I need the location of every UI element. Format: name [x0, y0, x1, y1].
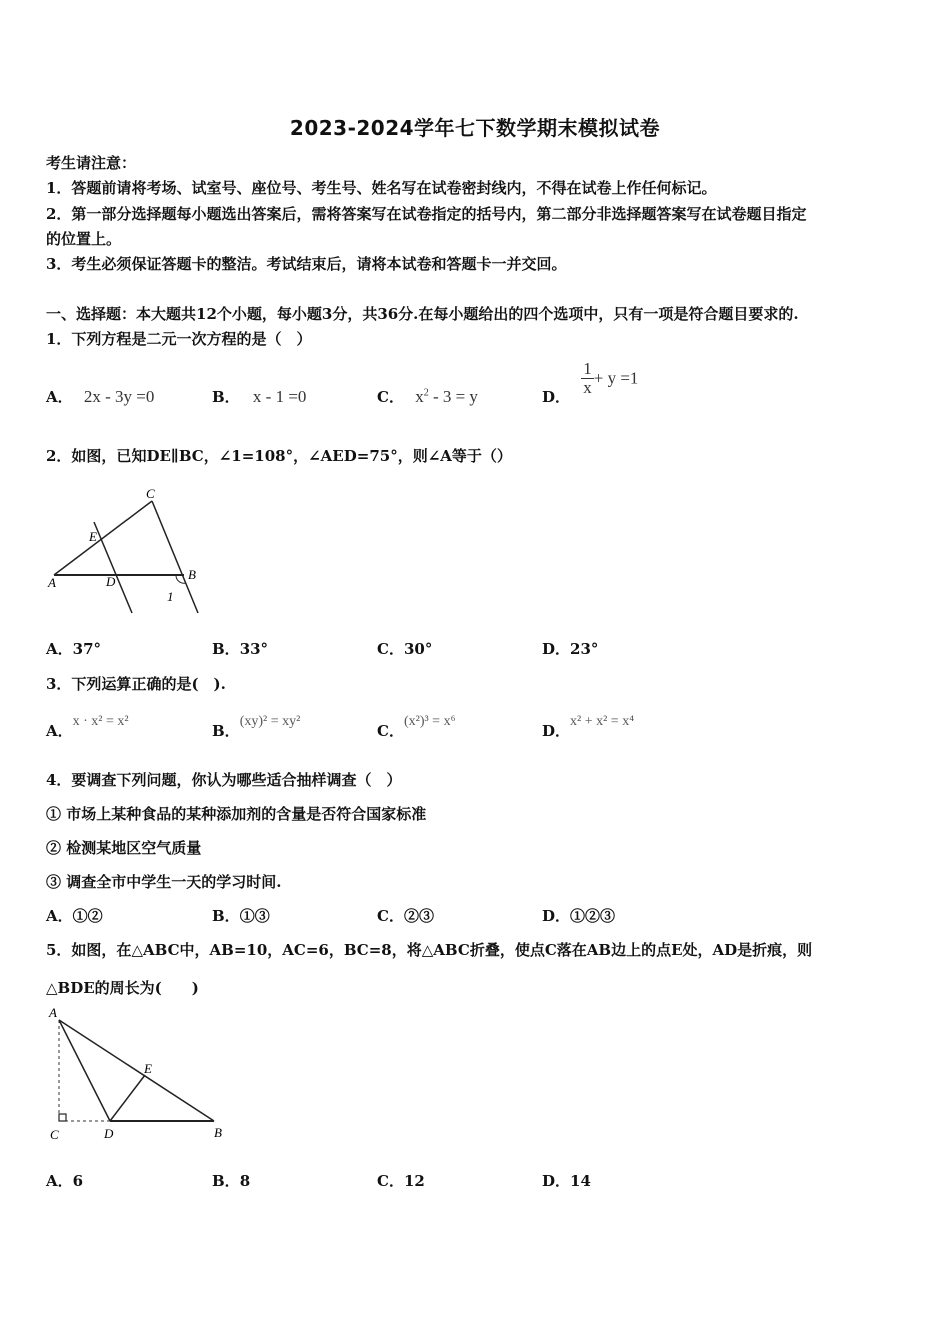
label-d: D: [104, 1126, 114, 1141]
option-label: A．: [46, 388, 73, 406]
q1-option-d: [542, 360, 638, 407]
option-label: B．: [212, 388, 240, 406]
option-math: $x^2 - 3 = y$: [415, 387, 478, 406]
q4-option-c: C．②③: [377, 907, 434, 925]
notice-item-3: 3．考生必须保证答题卡的整洁。考试结束后，请将本试卷和答题卡一并交回。: [46, 255, 567, 273]
q4-stem: 4．要调查下列问题，你认为哪些适合抽样调查（ ）: [46, 771, 402, 789]
option-math: x - 1 =0: [252, 387, 307, 406]
q5-stem-cont: △BDE的周长为( ): [46, 979, 199, 997]
q5-figure: [44, 1003, 234, 1148]
q2-figure: [46, 485, 206, 620]
q5-option-b: B．8: [212, 1172, 251, 1190]
label-e: E: [144, 1061, 152, 1076]
q3-option-d: D．x² + x² = x⁴: [542, 714, 635, 740]
option-math: $\frac{1}{x}$ + y =1: [583, 359, 639, 397]
q2-option-c: C．30°: [377, 640, 433, 658]
q4-item-2: ② 检测某地区空气质量: [46, 839, 202, 857]
label-b: B: [214, 1125, 222, 1140]
option-label: D．: [542, 388, 571, 406]
q2-stem: 2．如图，已知DE∥BC，∠1=108°，∠AED=75°，则∠A等于（）: [46, 447, 512, 465]
label-c: C: [146, 486, 155, 501]
line-ac: [54, 501, 152, 575]
q2-option-a: A．37°: [46, 640, 102, 658]
q2-option-d: D．23°: [542, 640, 599, 658]
q5-option-c: C．12: [377, 1172, 425, 1190]
q5-option-d: D．14: [542, 1172, 591, 1190]
q1-stem: 1．下列方程是二元一次方程的是（ ）: [46, 330, 312, 348]
label-1: 1: [167, 589, 174, 604]
notice-heading: 考生请注意：: [46, 154, 137, 172]
q2-option-b: B．33°: [212, 640, 269, 658]
notice-item-2-cont: 的位置上。: [46, 230, 122, 248]
q3-option-a: A．x · x² = x²: [46, 714, 129, 740]
q1-option-a: [46, 386, 154, 407]
q4-option-b: B．①③: [212, 907, 270, 925]
line-de: [110, 1075, 145, 1121]
q3-stem: 3．下列运算正确的是( ).: [46, 675, 226, 693]
q4-item-3: ③ 调查全市中学生一天的学习时间.: [46, 873, 282, 891]
page-title: 2023-2024学年七下数学期末模拟试卷: [289, 116, 661, 140]
q3-option-b: B．(xy)² = xy²: [212, 714, 301, 740]
q5-option-a: A．6: [46, 1172, 84, 1190]
line-ed: [94, 522, 132, 613]
notice-item-1: 1．答题前请将考场、试室号、座位号、考生号、姓名写在试卷密封线内，不得在试卷上作任何标记。: [46, 179, 717, 197]
q1-option-b: [212, 386, 306, 407]
right-angle-mark: [59, 1114, 66, 1121]
line-cb: [152, 501, 198, 613]
notice-item-2: 2．第一部分选择题每小题选出答案后，需将答案写在试卷指定的括号内，第二部分非选择题答案写在试卷题目指定: [46, 205, 807, 223]
label-c: C: [50, 1127, 59, 1142]
option-math: 2x - 3y =0: [83, 387, 155, 406]
label-a: A: [49, 1005, 57, 1020]
q1-option-c: [377, 386, 478, 407]
label-d: D: [106, 574, 116, 589]
line-ab: [59, 1020, 214, 1121]
q4-option-a: A．①②: [46, 907, 103, 925]
section-heading: 一、选择题：本大题共12个小题，每小题3分，共36分.在每小题给出的四个选项中，只有一项是符合题目要求的.: [46, 305, 799, 323]
line-ad: [59, 1020, 110, 1121]
option-label: C．: [377, 388, 404, 406]
q5-stem: 5．如图，在△ABC中，AB=10，AC=6，BC=8，将△ABC折叠，使点C落在AB边上的点E处，AD是折痕，则: [46, 941, 813, 959]
q4-option-d: D．①②③: [542, 907, 616, 925]
label-e: E: [89, 529, 97, 544]
q3-option-c: C．(x²)³ = x⁶: [377, 714, 456, 740]
q4-item-1: ① 市场上某种食品的某种添加剂的含量是否符合国家标准: [46, 805, 427, 823]
label-b: B: [188, 567, 196, 582]
label-a: A: [48, 575, 56, 590]
